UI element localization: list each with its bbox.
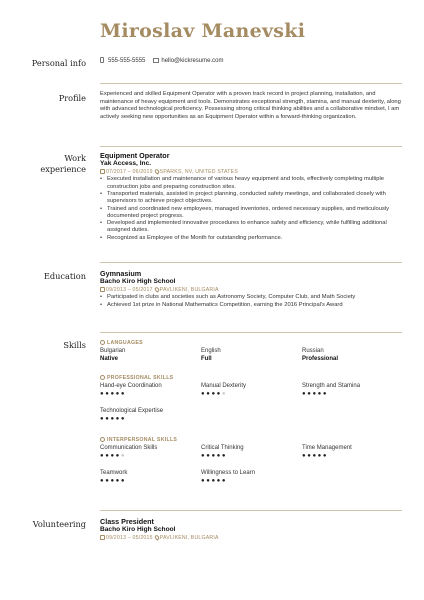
languages-heading: LANGUAGES: [100, 339, 404, 347]
profile-title: Profile: [58, 93, 86, 103]
interpersonal-skills-heading: INTERPERSONAL SKILLS: [100, 436, 404, 444]
profile-text: Experienced and skilled Equipment Operator with a proven track record in project planning, installation, and maintenance of heavy equipment and tools. Demonstrates exceptional strength, stamina, and manual dexterity, along with advanced technological proficiency. Possessing strong critical thinking abilities and a collaborative mindset, I am actively seeking new opportunities as an Equipment Operator within a forward-thinking organization.: [100, 91, 401, 120]
volunteer-org: Bacho Kiro High School: [100, 526, 176, 534]
skill-item: Strength and Stamina ●●●●●: [302, 383, 361, 397]
volunteer-dates: 09/2013 – 05/2015: [106, 535, 153, 542]
volunteer-role: Class President: [100, 517, 154, 526]
professional-skills-grid: [100, 382, 404, 430]
languages-grid: [100, 347, 404, 366]
skill-item: Critical Thinking ●●●●●: [201, 445, 244, 459]
skill-rating: ●●●●●: [201, 453, 228, 459]
education-entry: [100, 270, 404, 309]
skill-rating: ●●●●●: [100, 416, 127, 422]
divider: [100, 83, 402, 84]
phone-icon: [100, 57, 104, 63]
education-dates: 09/2013 – 05/2017: [106, 287, 153, 294]
divider: [100, 146, 402, 147]
volunteer-location: PAVLIKENI, BULGARIA: [159, 535, 219, 542]
skill-item: Technological Expertise ●●●●●: [100, 408, 164, 422]
language-item: English Full: [201, 348, 221, 362]
divider: [100, 332, 402, 333]
email-icon: [153, 58, 159, 63]
skills-title: Skills: [63, 340, 86, 350]
list-item: • Executed installation and maintenance of various heavy equipment and tools, effectively completing multiple construction jobs and preparing construction sites.: [100, 176, 404, 191]
skill-rating: ●●●●●: [100, 453, 127, 459]
school-name: Bacho Kiro High School: [100, 278, 176, 286]
skill-rating: ●●●●●: [302, 453, 329, 459]
skill-item: Communication Skills ●●●●●: [100, 445, 158, 459]
education-title: Education: [43, 271, 86, 281]
skill-rating: ●●●●●: [100, 391, 127, 397]
skills-content: [100, 339, 404, 492]
list-item: • Transported materials, assisted in project planning, conducted safety meetings, and collaborated closely with supervisors to achieve project objectives.: [100, 191, 404, 206]
volunteering-title: Volunteering: [32, 519, 86, 529]
skill-rating: ●●●●●: [302, 391, 329, 397]
interpersonal-skills-grid: [100, 444, 404, 492]
job-dates: 07/2017 – 06/2019: [106, 169, 153, 176]
info-circle-icon: [100, 340, 105, 345]
contact-line: [100, 56, 404, 67]
job-meta: [100, 168, 404, 176]
info-circle-icon: [100, 437, 105, 442]
job-bullets: [100, 176, 404, 242]
calendar-icon: [100, 535, 105, 540]
work-entry: [100, 152, 404, 242]
list-item: • Trained and coordinated new employees, managed inventories, ordered necessary supplies, and meticulously documented project progress.: [100, 206, 404, 221]
volunteer-meta: [100, 534, 404, 542]
divider: [100, 510, 402, 511]
professional-skills-heading: PROFESSIONAL SKILLS: [100, 374, 404, 382]
education-location: PAVLIKENI, BULGARIA: [159, 287, 219, 294]
calendar-icon: [100, 287, 105, 292]
divider: [100, 262, 402, 263]
email-address[interactable]: hello@kickresume.com: [161, 58, 224, 64]
skill-rating: ●●●●●: [201, 478, 228, 484]
skill-item: Willingness to Learn ●●●●●: [201, 470, 256, 484]
job-title: Equipment Operator: [100, 151, 170, 160]
skill-item: Time Management ●●●●●: [302, 445, 352, 459]
list-item: • Participated in clubs and societies such as Astronomy Society, Computer Club, and Math Society: [100, 294, 404, 301]
skill-rating: ●●●●●: [201, 391, 228, 397]
company-name: Yak Access, Inc.: [100, 160, 152, 168]
skill-rating: ●●●●●: [100, 478, 127, 484]
list-item: • Recognized as Employee of the Month for outstanding performance.: [100, 235, 404, 242]
volunteering-entry: [100, 518, 404, 542]
job-location: SPARKS, NV, UNITED STATES: [159, 169, 238, 176]
personal-info-title: Personal info: [31, 58, 86, 68]
calendar-icon: [100, 169, 105, 174]
skill-item: Manual Dexterity ●●●●●: [201, 383, 247, 397]
info-circle-icon: [100, 375, 105, 380]
education-bullets: [100, 294, 404, 309]
education-meta: [100, 286, 404, 294]
skill-item: Hand-eye Coordination ●●●●●: [100, 383, 162, 397]
language-item: Russian Professional: [302, 348, 339, 362]
skill-item: Teamwork ●●●●●: [100, 470, 128, 484]
language-item: Bulgarian Native: [100, 348, 126, 362]
list-item: • Developed and implemented innovative procedures to enhance safety and efficiency, while fulfilling additional assigned duties.: [100, 220, 404, 235]
work-title: Work experience: [40, 153, 86, 174]
candidate-name: Miroslav Manevski: [100, 20, 306, 42]
phone-number[interactable]: 555-555-5555: [108, 58, 146, 64]
degree-title: Gymnasium: [100, 269, 142, 278]
list-item: • Achieved 1st prize in National Mathematics Competition, earning the 2016 Principal's Award: [100, 302, 404, 309]
